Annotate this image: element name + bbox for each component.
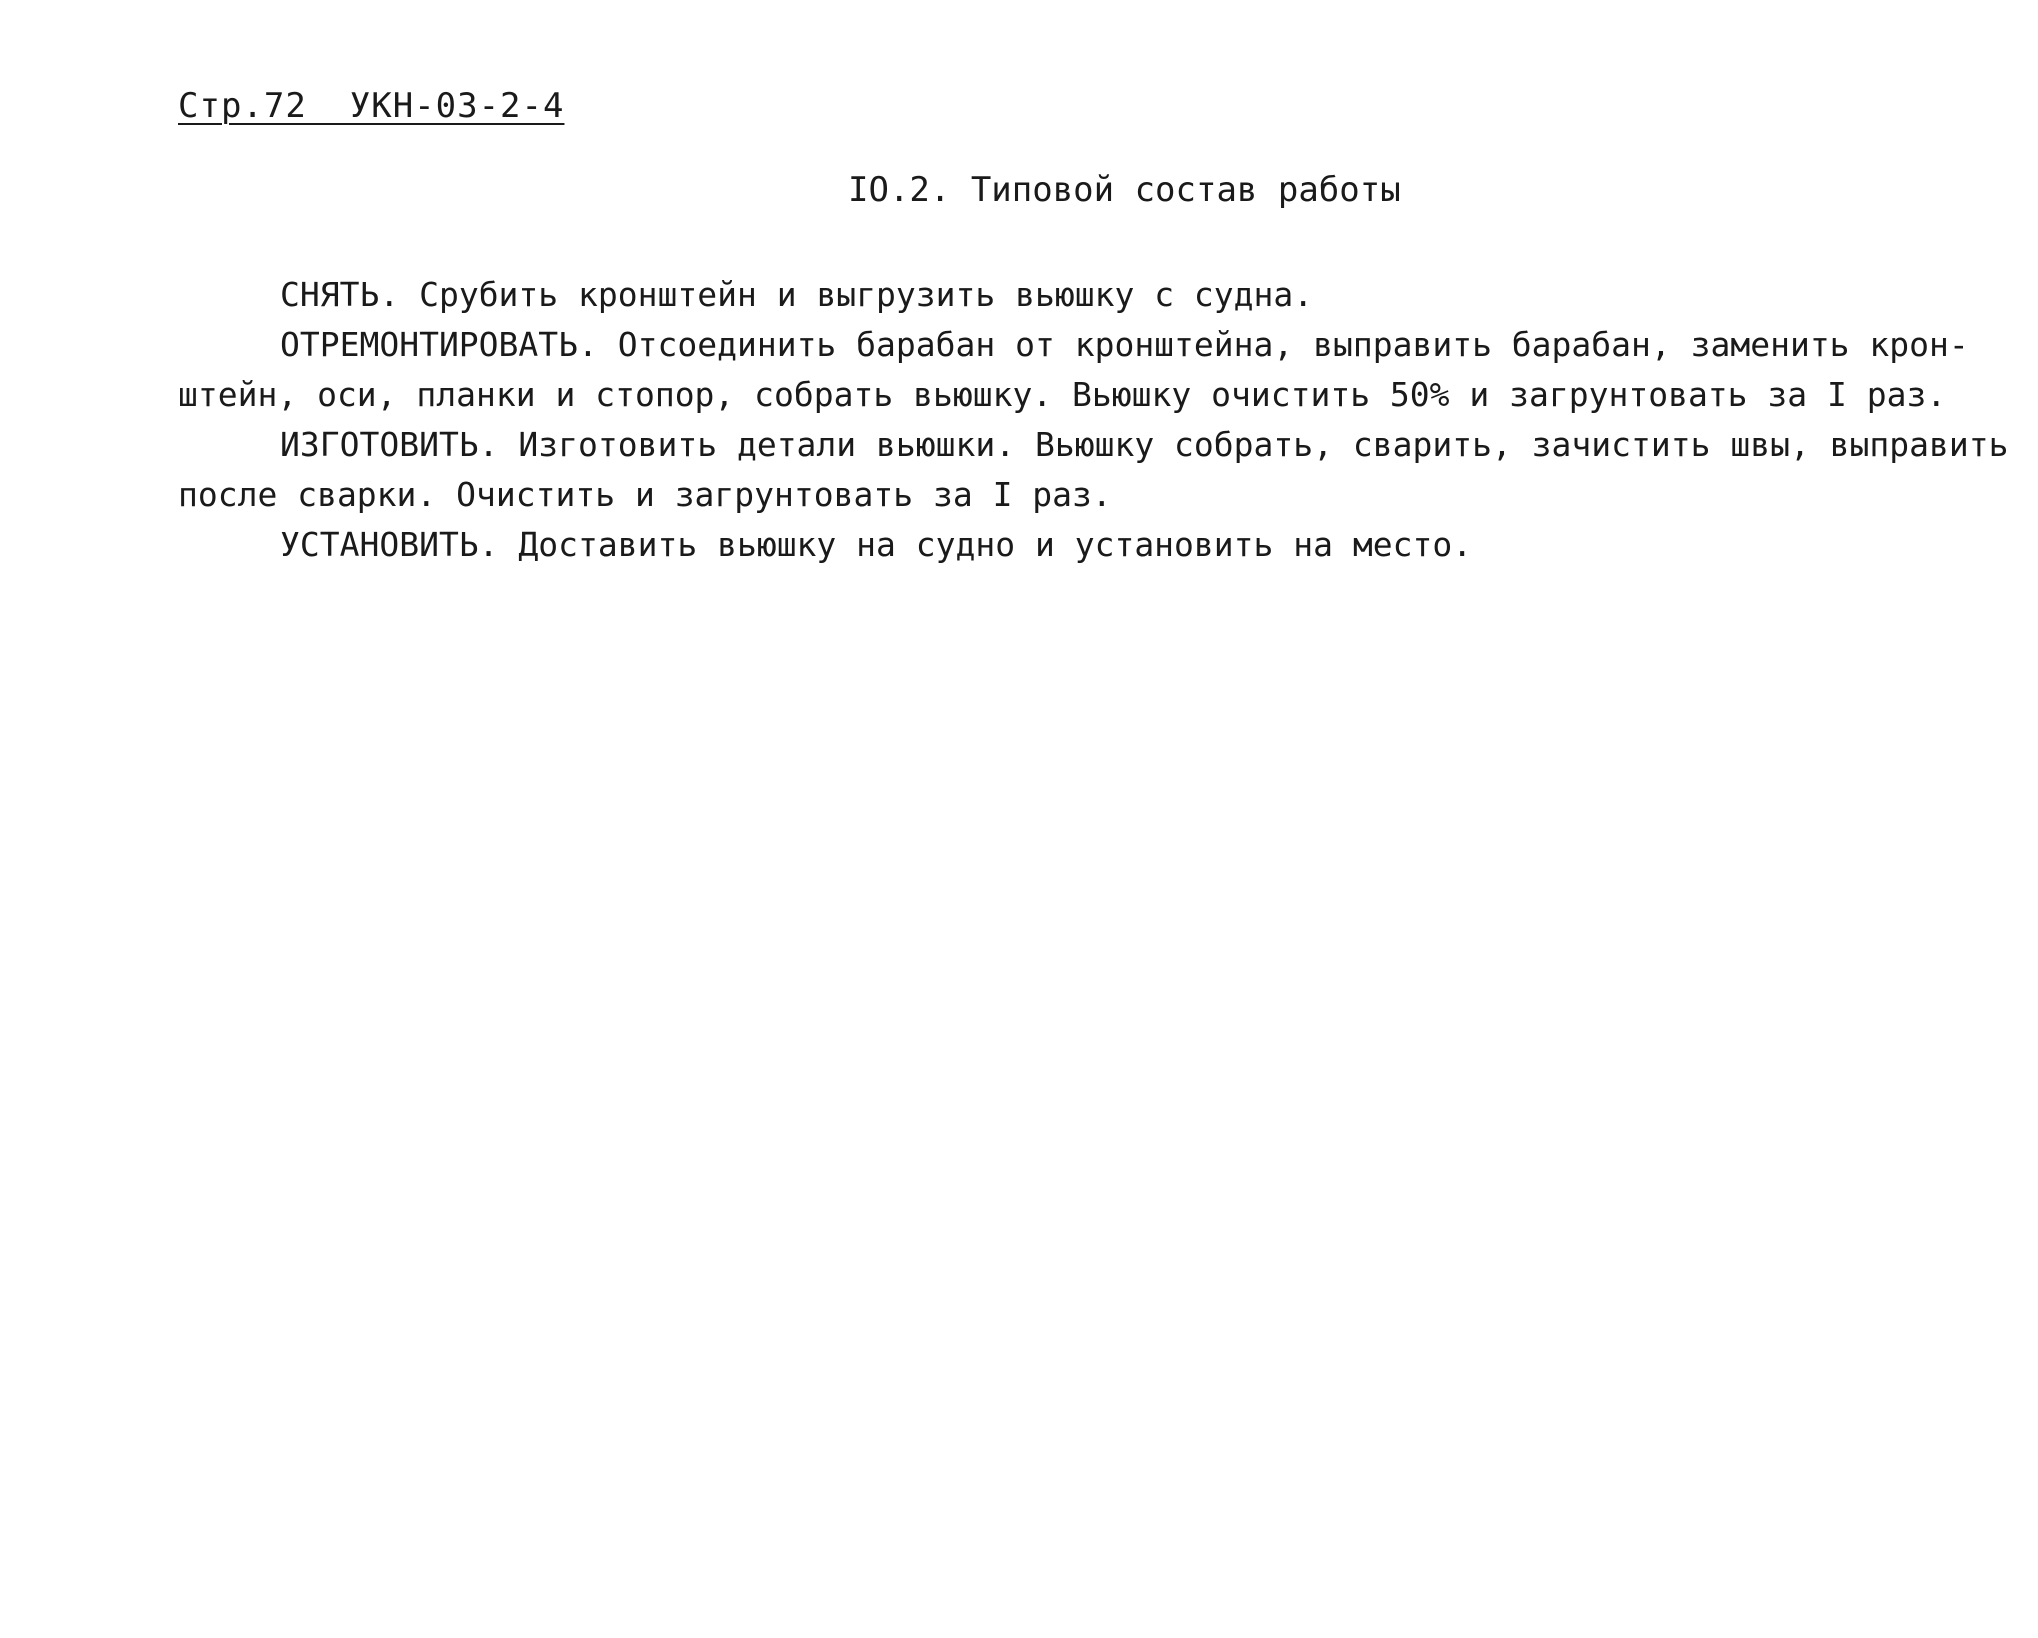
- page-reference: Стр.72 УКН-03-2-4: [178, 86, 565, 126]
- paragraph-text: после сварки. Очистить и загрунтовать за I раз.: [178, 475, 1112, 514]
- paragraph-repair: [178, 320, 2028, 420]
- keyword-remove: СНЯТЬ.: [280, 275, 400, 314]
- section-title: IO.2. Типовой состав работы: [848, 170, 1401, 210]
- paragraph-manufacture: [178, 420, 2028, 520]
- paragraph-text: Изготовить детали вьюшки. Вьюшку собрать, сварить, зачистить швы, выправить: [498, 425, 2009, 464]
- paragraph-install: [178, 520, 2028, 570]
- keyword-install: УСТАНОВИТЬ.: [280, 525, 499, 564]
- keyword-repair: ОТРЕМОНТИРОВАТЬ.: [280, 325, 598, 364]
- paragraph-text: Срубить кронштейн и выгрузить вьюшку с судна.: [399, 275, 1314, 314]
- paragraph-remove: [178, 270, 2028, 320]
- keyword-manufacture: ИЗГОТОВИТЬ.: [280, 425, 499, 464]
- paragraph-text: Доставить вьюшку на судно и установить на место.: [498, 525, 1473, 564]
- work-description: [178, 270, 2028, 570]
- paragraph-text: штейн, оси, планки и стопор, собрать вьюшку. Вьюшку очистить 50% и загрунтовать за I раз.: [178, 375, 1947, 414]
- paragraph-text: Отсоединить барабан от кронштейна, выправить барабан, заменить крон-: [597, 325, 1969, 364]
